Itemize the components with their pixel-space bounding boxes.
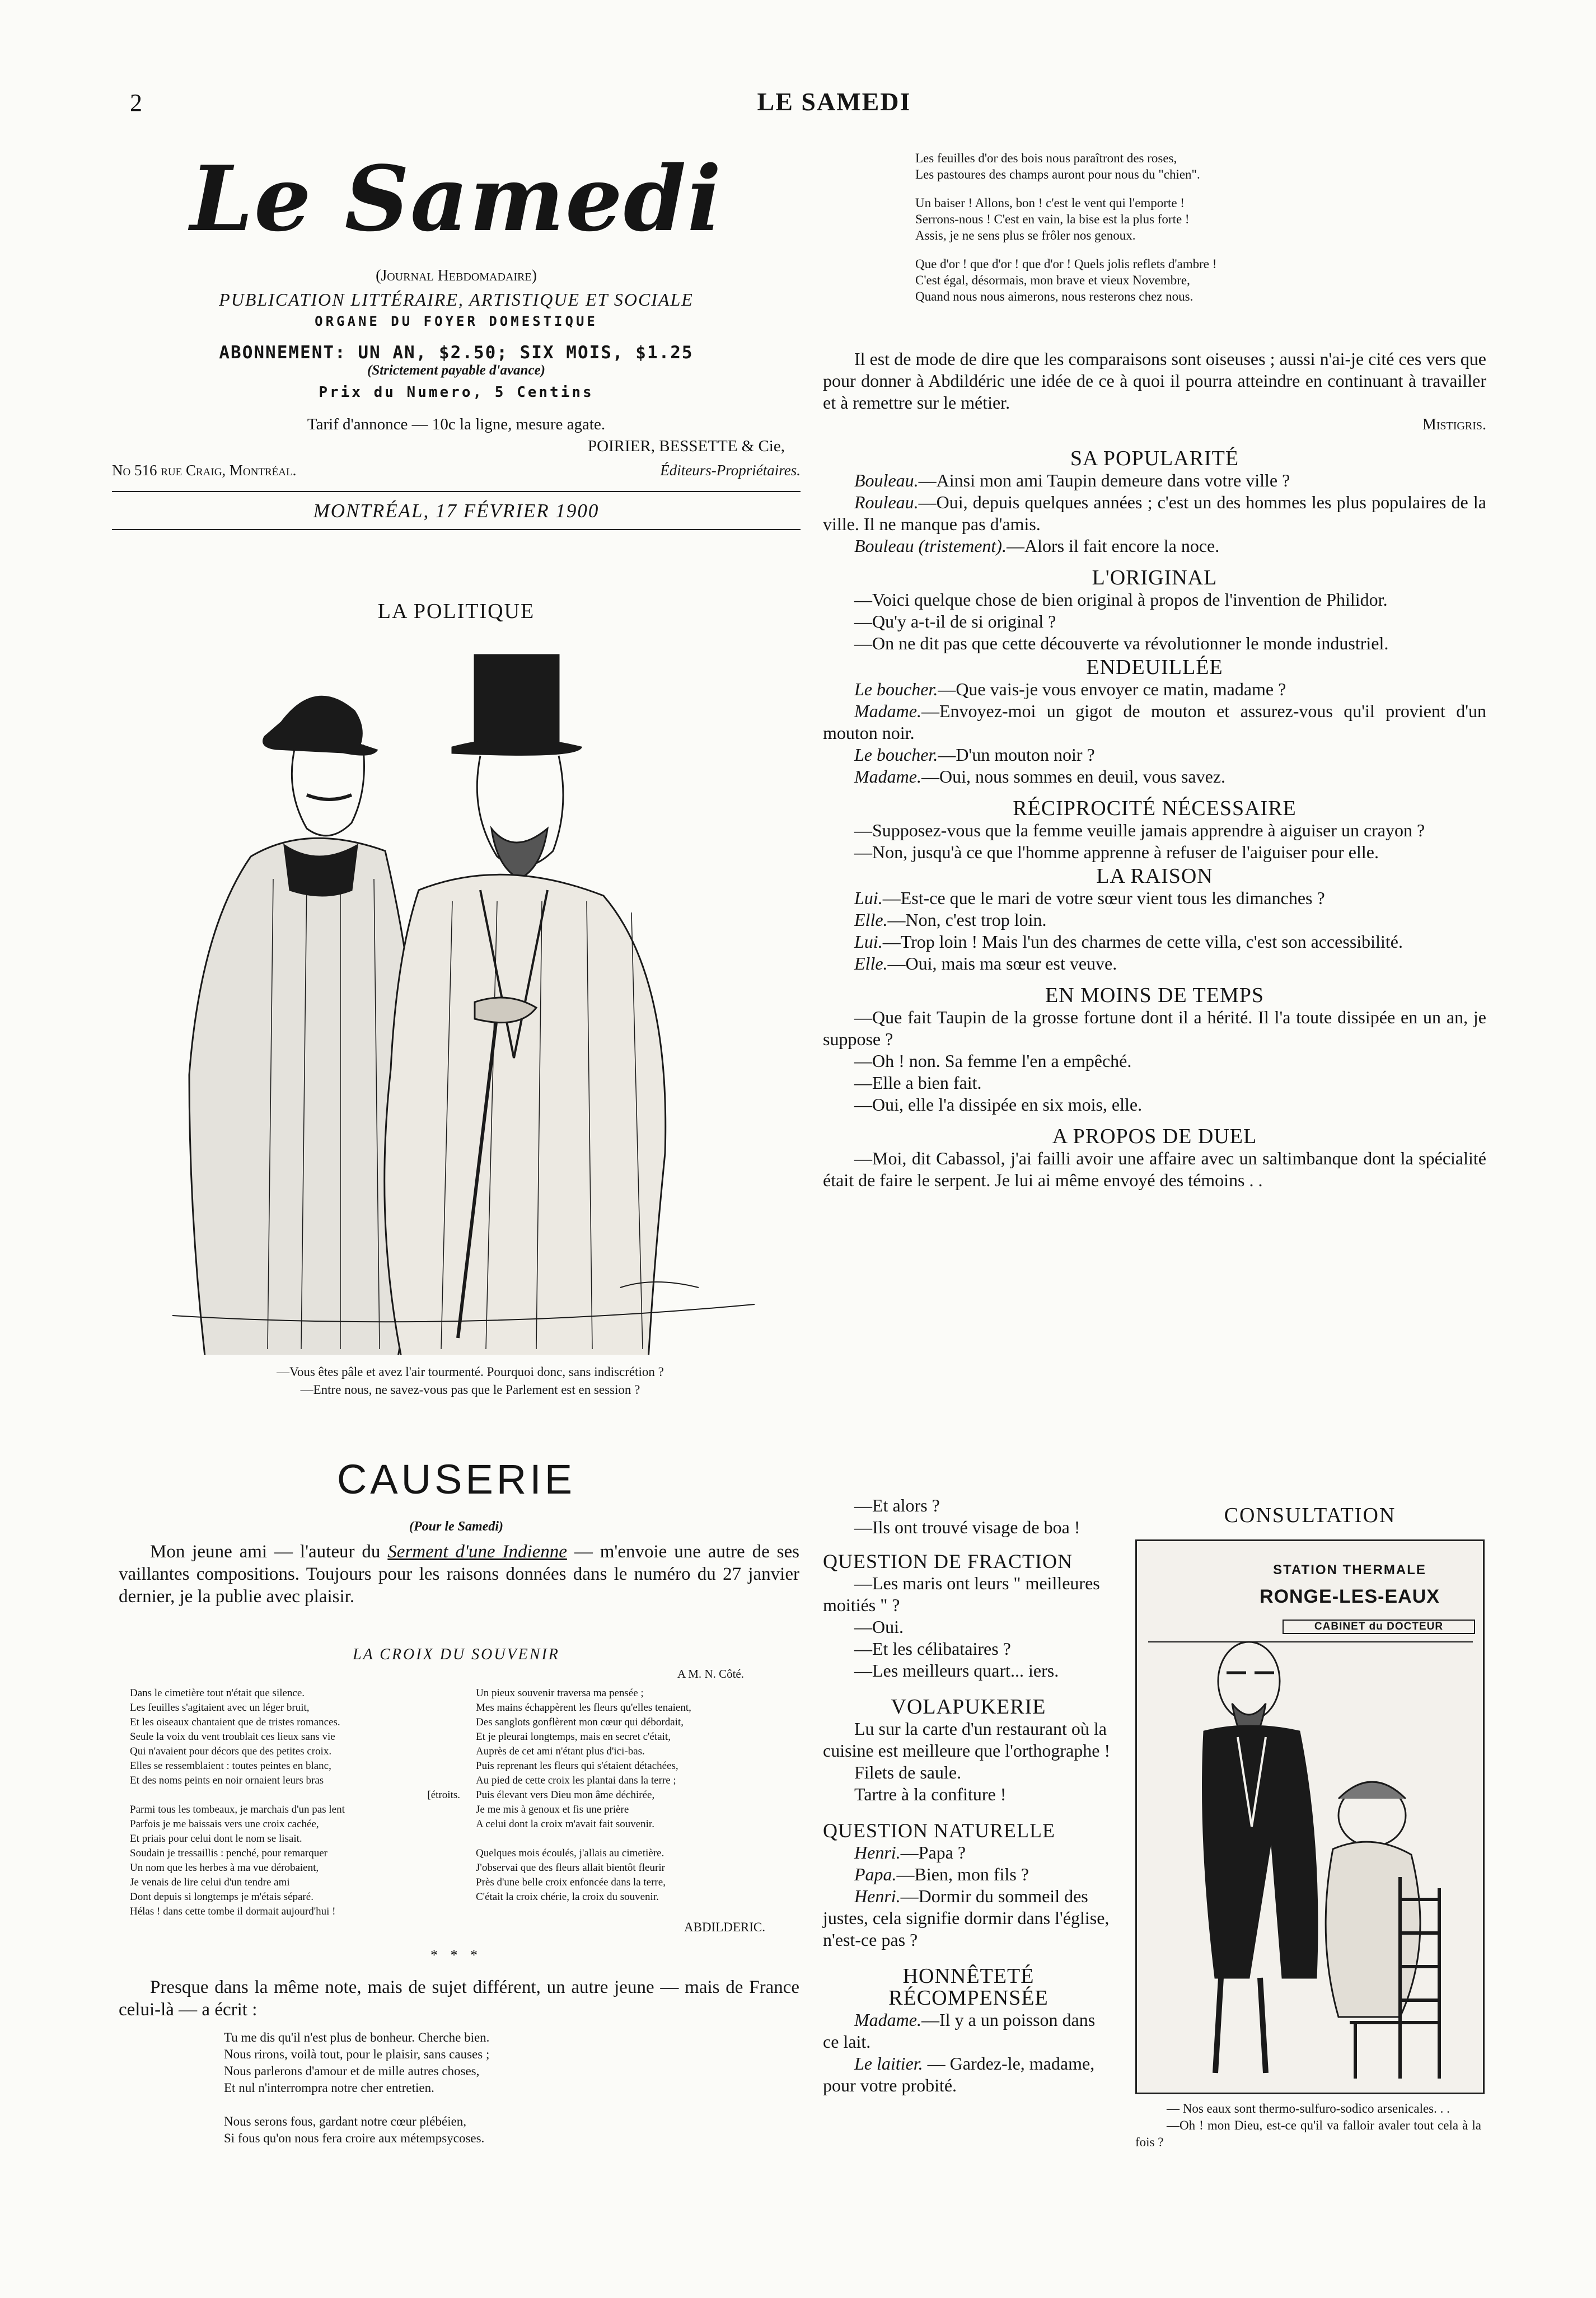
poem-left-line: Et priais pour celui dont le nom se lisait. bbox=[130, 1833, 302, 1845]
consultation-illustration bbox=[1135, 1539, 1485, 2094]
right-verse bbox=[915, 150, 1475, 305]
sign-cabinet: CABINET du DOCTEUR bbox=[1283, 1620, 1475, 1634]
dialogue-line bbox=[823, 2053, 1114, 2096]
consultation-caption bbox=[1135, 2100, 1481, 2151]
poem-right-line: A celui dont la croix m'avait fait souvenir. bbox=[476, 1818, 654, 1830]
dialogue-text: —Il y a un poisson dans ce lait. bbox=[823, 2010, 1096, 2052]
poem-left-line: Et les oiseaux chantaient que de tristes romances. bbox=[130, 1716, 340, 1728]
heading-original: L'ORIGINAL bbox=[1092, 566, 1218, 589]
masthead-publishers: POIRIER, BESSETTE & Cie, bbox=[587, 437, 785, 455]
poem-right-column bbox=[476, 1686, 801, 1904]
dialogue-text: —Bien, mon fils ? bbox=[896, 1864, 1029, 1884]
verse-line: Assis, je ne sens plus se frôler nos genoux. bbox=[915, 228, 1136, 242]
dialogue-text: —Papa ? bbox=[900, 1842, 966, 1862]
speaker: Elle. bbox=[854, 953, 888, 974]
dialogue-line: —Ils ont trouvé visage de boa ! bbox=[854, 1517, 1080, 1537]
dialogue-line bbox=[823, 1842, 1114, 1864]
dialogue-text: —D'un mouton noir ? bbox=[938, 745, 1095, 765]
heading-duel: A PROPOS DE DUEL bbox=[1052, 1125, 1257, 1148]
verse-line: Serrons-nous ! C'est en vain, la bise est la plus forte ! bbox=[915, 212, 1190, 226]
poem-left-line: Qui n'avaient pour décors que des petites croix. bbox=[130, 1745, 332, 1757]
verse-line: Et nul n'interrompra notre cher entretien. bbox=[224, 2081, 434, 2095]
poem-right-line: Je me mis à genoux et fis une prière bbox=[476, 1804, 629, 1815]
page-number: 2 bbox=[130, 89, 142, 116]
causerie-title: CAUSERIE bbox=[336, 1456, 576, 1503]
verse-line: Les pastoures des champs auront pour nous du "chien". bbox=[915, 167, 1200, 181]
masthead-subscription: ABONNEMENT: UN AN, $2.50; SIX MOIS, $1.25 bbox=[219, 343, 694, 363]
masthead-logo: Le Samedi bbox=[190, 146, 723, 251]
dialogue-text: —Alors il fait encore la noce. bbox=[1006, 536, 1220, 556]
dialogue-text: —Oui, mais ma sœur est veuve. bbox=[887, 953, 1117, 974]
dialogue-line: —Que fait Taupin de la grosse fortune dont il a hérité. Il l'a toute dissipée en un an, je suppose ? bbox=[823, 1007, 1486, 1049]
heading-fraction: QUESTION DE FRACTION bbox=[823, 1550, 1073, 1572]
masthead-tarif: Tarif d'annonce — 10c la ligne, mesure agate. bbox=[307, 415, 606, 433]
poem-left-line: Dans le cimetière tout n'était que silence. bbox=[130, 1687, 305, 1699]
two-gentlemen-drawing bbox=[139, 644, 777, 1355]
poem-signature: ABDILDERIC. bbox=[684, 1920, 766, 1934]
poem-right-line: Quelques mois écoulés, j'allais au cimetière. bbox=[476, 1847, 664, 1859]
dialogue-line: —Elle a bien fait. bbox=[854, 1073, 982, 1093]
poem-right-line: Près d'une belle croix enfoncée dans la terre, bbox=[476, 1876, 666, 1888]
verse-line: Quand nous nous aimerons, nous resterons chez nous. bbox=[915, 289, 1194, 303]
dialogue-line: —Oui, elle l'a dissipée en six mois, elle. bbox=[854, 1094, 1143, 1115]
dialogue-line bbox=[823, 931, 1486, 953]
running-title: LE SAMEDI bbox=[757, 87, 911, 116]
consultation-title: CONSULTATION bbox=[1224, 1504, 1396, 1527]
poem-left-line: Et des noms peints en noir ornaient leurs bras bbox=[130, 1775, 324, 1786]
dialogue-text: —Ainsi mon ami Taupin demeure dans votre ville ? bbox=[918, 470, 1290, 490]
speaker: Lui. bbox=[854, 888, 883, 908]
dialogue-text: —Est-ce que le mari de votre sœur vient tous les dimanches ? bbox=[882, 888, 1325, 908]
dialogue-line: —Et alors ? bbox=[854, 1495, 940, 1515]
dialogue-line bbox=[823, 766, 1486, 788]
causerie-intro bbox=[119, 1541, 799, 1608]
poem-right-line: Auprès de cet ami n'étant plus d'ici-bas. bbox=[476, 1745, 645, 1757]
politique-caption-line-2: —Entre nous, ne savez-vous pas que le Parlement est en session ? bbox=[300, 1383, 640, 1397]
verse-line bbox=[915, 182, 1475, 195]
dialogue-text: —Trop loin ! Mais l'un des charmes de cette villa, c'est son accessibilité. bbox=[882, 932, 1403, 952]
masthead-organe: ORGANE DU FOYER DOMESTIQUE bbox=[315, 313, 598, 329]
dialogue-line bbox=[823, 744, 1486, 766]
dialogue-text: —Non, c'est trop loin. bbox=[887, 910, 1047, 930]
dialogue-line bbox=[823, 492, 1486, 535]
dialogue-line: —Les meilleurs quart... iers. bbox=[854, 1660, 1059, 1681]
dialogue-line: —Qu'y a-t-il de si original ? bbox=[854, 611, 1056, 631]
dateline: MONTRÉAL, 17 FÉVRIER 1900 bbox=[313, 500, 600, 522]
causerie-intro-pre: Mon jeune ami — l'auteur du bbox=[150, 1542, 388, 1562]
causerie-second-intro-paragraph: Presque dans la même note, mais de sujet différent, un autre jeune — mais de France celui-là — a écrit : bbox=[119, 1977, 799, 2020]
poem-left-line: Elles se ressemblaient : toutes peintes en blanc, bbox=[130, 1760, 331, 1772]
masthead-subtitle: (Journal Hebdomadaire) bbox=[376, 267, 537, 284]
volapukerie-line-2: Tartre à la confiture ! bbox=[854, 1784, 1007, 1804]
politique-illustration bbox=[139, 644, 777, 1355]
causerie-intro-work: Serment d'une Indienne bbox=[387, 1542, 567, 1562]
poem-right-line: Mes mains échappèrent les fleurs qu'elles tenaient, bbox=[476, 1702, 691, 1714]
poem-left-column bbox=[130, 1686, 460, 1919]
masthead-rule-bottom bbox=[112, 529, 801, 530]
dialogue-line bbox=[823, 2009, 1114, 2053]
poem-right-line bbox=[476, 1832, 801, 1846]
masthead-rule bbox=[112, 491, 801, 492]
dialogue-text: —Envoyez-moi un gigot de mouton et assurez-vous qu'il provient d'un mouton noir. bbox=[823, 701, 1486, 743]
verse-line: Un baiser ! Allons, bon ! c'est le vent qui l'emporte ! bbox=[915, 196, 1185, 210]
causerie-byline: (Pour le Samedi) bbox=[409, 1519, 503, 1534]
verse-line: Les feuilles d'or des bois nous paraîtront des roses, bbox=[915, 151, 1177, 165]
masthead bbox=[112, 143, 801, 568]
verse-line: Nous serons fous, gardant notre cœur plébéien, bbox=[224, 2114, 467, 2128]
verse-line: Tu me dis qu'il n'est plus de bonheur. Cherche bien. bbox=[224, 2030, 490, 2044]
verse-line bbox=[915, 244, 1475, 256]
dialogue-line: —Moi, dit Cabassol, j'ai failli avoir une affaire avec un saltimbanque dont la spécialité était de faire le serpent. Je lui ai même envoyé des témoins . . bbox=[823, 1148, 1486, 1190]
speaker: Henri. bbox=[854, 1886, 901, 1906]
poem-left-line: Hélas ! dans cette tombe il dormait aujourd'hui ! bbox=[130, 1906, 336, 1917]
poem-left-line: [étroits. bbox=[427, 1789, 460, 1801]
speaker: Rouleau. bbox=[854, 492, 919, 512]
dialogue-line: —Les maris ont leurs " meilleures moitiés " ? bbox=[823, 1573, 1100, 1615]
poem-right-line: Des sanglots gonflèrent mon cœur qui débordait, bbox=[476, 1716, 684, 1728]
causerie-verse bbox=[224, 2029, 784, 2147]
dialogue-text: —Oui, nous sommes en deuil, vous savez. bbox=[921, 766, 1226, 787]
poem-left-line: Dont depuis si longtemps je m'étais séparé. bbox=[130, 1891, 313, 1903]
dialogue-line: —On ne dit pas que cette découverte va révolutionner le monde industriel. bbox=[854, 633, 1389, 653]
comment-paragraph: Il est de mode de dire que les comparaisons sont oiseuses ; aussi n'ai-je cité ces vers que pour donner à Abdildéric une idée de ce à quoi il pourra atteindre en continuant à travailler et à remettre sur le métier. bbox=[823, 349, 1486, 413]
dialogue-line: —Oh ! non. Sa femme l'en a empêché. bbox=[854, 1051, 1132, 1071]
heading-honnetete: HONNÊTETÉ RÉCOMPENSÉE bbox=[888, 1964, 1049, 2010]
poem-right-line: Au pied de cette croix les plantai dans la terre ; bbox=[476, 1775, 676, 1786]
dialogue-text: — Gardez-le, madame, pour votre probité. bbox=[823, 2053, 1095, 2095]
heading-moins-temps: EN MOINS DE TEMPS bbox=[1045, 984, 1265, 1007]
dialogue-line bbox=[823, 953, 1486, 975]
causerie-intro-paragraph bbox=[119, 1541, 799, 1608]
dialogue-line bbox=[823, 535, 1486, 557]
verse-line bbox=[224, 2096, 784, 2113]
speaker: Papa. bbox=[854, 1864, 897, 1884]
dialogue-line bbox=[823, 1885, 1114, 1951]
poem-left-line: Parfois je me baissais vers une croix cachée, bbox=[130, 1818, 319, 1830]
poem-left-line: Seule la voix du vent troublait ces lieux sans vie bbox=[130, 1731, 335, 1743]
poem-right-line: Un pieux souvenir traversa ma pensée ; bbox=[476, 1687, 644, 1699]
comment-signature: Mistigris. bbox=[1422, 416, 1486, 433]
dialogue-line bbox=[823, 678, 1486, 700]
dialogue-line: —Oui. bbox=[854, 1617, 904, 1637]
dialogue-line bbox=[823, 1864, 1114, 1885]
dialogue-line bbox=[823, 909, 1486, 931]
poem-dedication: A M. N. Côté. bbox=[677, 1667, 745, 1681]
sign-ronge: RONGE-LES-EAUX bbox=[1260, 1586, 1440, 1607]
masthead-editors: Éditeurs-Propriétaires. bbox=[660, 462, 801, 479]
masthead-payable: (Strictement payable d'avance) bbox=[367, 363, 545, 378]
verse-line: Nous rirons, voilà tout, pour le plaisir, sans causes ; bbox=[224, 2047, 490, 2061]
dialogue-text: —Dormir du sommeil des justes, cela signifie dormir dans l'église, n'est-ce pas ? bbox=[823, 1886, 1110, 1950]
causerie-intro-post: — m'envoie une autre de ses vaillantes compositions. Toujours pour les raisons données dans le numéro du 27 janvier dernier, je la publie avec plaisir. bbox=[119, 1542, 799, 1607]
section-separator: * * * bbox=[430, 1947, 482, 1963]
poem-left-line: Les feuilles s'agitaient avec un léger bruit, bbox=[130, 1702, 310, 1714]
dialogue-line: —Voici quelque chose de bien original à propos de l'invention de Philidor. bbox=[854, 589, 1388, 610]
masthead-publication: PUBLICATION LITTÉRAIRE, ARTISTIQUE ET SOCIALE bbox=[219, 289, 694, 310]
poem-right-line: J'observai que des fleurs allait bientôt fleurir bbox=[476, 1862, 665, 1874]
poem-left-line: Un nom que les herbes à ma vue dérobaient, bbox=[130, 1862, 319, 1874]
politique-caption bbox=[134, 1363, 806, 1399]
poem-left-line: Parmi tous les tombeaux, je marchais d'un pas lent bbox=[130, 1804, 345, 1815]
speaker: Bouleau. bbox=[854, 470, 919, 490]
speaker: Lui. bbox=[854, 932, 883, 952]
heading-raison: LA RAISON bbox=[1096, 864, 1213, 888]
speaker: Elle. bbox=[854, 910, 888, 930]
poem-title: LA CROIX DU SOUVENIR bbox=[353, 1646, 560, 1663]
dialogue-line bbox=[823, 470, 1486, 492]
speaker: Madame. bbox=[854, 766, 921, 787]
speaker: Le boucher. bbox=[854, 679, 938, 699]
dialogue-text: —Oui, depuis quelques années ; c'est un des hommes les plus populaires de la ville. Il ne manque pas d'amis. bbox=[823, 492, 1486, 534]
speaker: Le laitier. bbox=[854, 2053, 923, 2074]
dialogue-line: —Non, jusqu'à ce que l'homme apprenne à refuser de l'aiguiser pour elle. bbox=[854, 842, 1379, 862]
speaker: Bouleau (tristement). bbox=[854, 536, 1007, 556]
heading-volapukerie: VOLAPUKERIE bbox=[891, 1695, 1046, 1719]
dialogue-text: —Que vais-je vous envoyer ce matin, madame ? bbox=[938, 679, 1286, 699]
masthead-address: No 516 rue Craig, Montréal. bbox=[112, 462, 297, 479]
verse-line: C'est égal, désormais, mon brave et vieux Novembre, bbox=[915, 273, 1190, 287]
heading-endeuillee: ENDEUILLÉE bbox=[1086, 656, 1223, 679]
consultation-caption-line-2: —Oh ! mon Dieu, est-ce qu'il va falloir avaler tout cela à la fois ? bbox=[1135, 2118, 1481, 2149]
dialogue-line bbox=[823, 700, 1486, 744]
dialogue-line bbox=[823, 887, 1486, 909]
poem-right-line: Puis reprenant les fleurs qui s'étaient détachées, bbox=[476, 1760, 678, 1772]
volapukerie-text: Lu sur la carte d'un restaurant où la cuisine est meilleure que l'orthographe ! bbox=[823, 1719, 1111, 1761]
sign-station: STATION THERMALE bbox=[1273, 1562, 1426, 1578]
verse-line: Que d'or ! que d'or ! que d'or ! Quels jolis reflets d'ambre ! bbox=[915, 257, 1217, 271]
consultation-caption-line-1: — Nos eaux sont thermo-sulfuro-sodico arsenicales. . . bbox=[1167, 2102, 1450, 2116]
politique-caption-line-1: —Vous êtes pâle et avez l'air tourmenté. Pourquoi donc, sans indiscrétion ? bbox=[277, 1365, 664, 1379]
poem-right-line: Puis élevant vers Dieu mon âme déchirée, bbox=[476, 1789, 655, 1801]
speaker: Madame. bbox=[854, 2010, 921, 2030]
narrow-column bbox=[823, 1495, 1114, 2096]
poem-left-line: Soudain je tressaillis : penché, pour remarquer bbox=[130, 1847, 327, 1859]
causerie-second-intro bbox=[119, 1976, 799, 2021]
dialogue-line: —Et les célibataires ? bbox=[854, 1639, 1011, 1659]
verse-line: Nous parlerons d'amour et de mille autres choses, bbox=[224, 2064, 480, 2078]
verse-line: Si fous qu'on nous fera croire aux métempsycoses. bbox=[224, 2131, 485, 2145]
heading-popularite: SA POPULARITÉ bbox=[1070, 447, 1239, 470]
poem-left-line: Je venais de lire celui d'un tendre ami bbox=[130, 1876, 290, 1888]
poem-right-line: C'était la croix chérie, la croix du souvenir. bbox=[476, 1891, 659, 1903]
dialogue-line: —Supposez-vous que la femme veuille jamais apprendre à aiguiser un crayon ? bbox=[854, 820, 1425, 840]
heading-reciprocite: RÉCIPROCITÉ NÉCESSAIRE bbox=[1013, 797, 1297, 820]
masthead-price: Prix du Numero, 5 Centins bbox=[319, 384, 594, 401]
politique-title: LA POLITIQUE bbox=[377, 600, 535, 623]
speaker: Madame. bbox=[854, 701, 921, 721]
heading-naturelle: QUESTION NATURELLE bbox=[823, 1819, 1055, 1842]
poem-right-line: Et je pleurai longtemps, mais en secret c'était, bbox=[476, 1731, 671, 1743]
right-text-flow bbox=[823, 348, 1486, 1191]
speaker: Henri. bbox=[854, 1842, 901, 1862]
volapukerie-line-1: Filets de saule. bbox=[854, 1762, 962, 1782]
speaker: Le boucher. bbox=[854, 745, 938, 765]
